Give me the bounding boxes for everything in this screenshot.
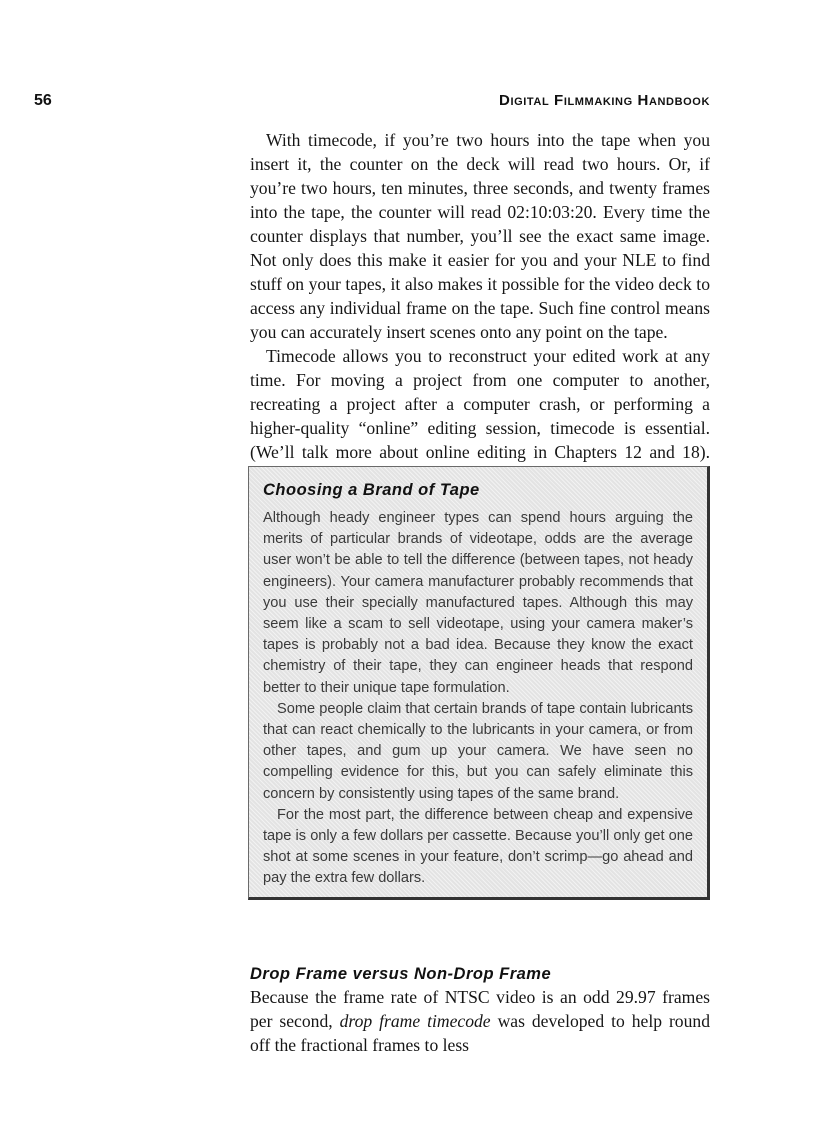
intro-paragraph: With timecode, if you’re two hours into the tape when you insert it, the counter on the deck will read two hours. Or, if you’re two hours, ten minutes, three seconds, and twenty frames into the tape, the counter will read 02:10:03:20. Every time the counter displays that number, you’ll see the exact same image. Not only does this make it easier for you and your NLE to find stuff on your tapes, it also makes it possible for the video deck to access any individual frame on the tape. Such fine control means you can accurately insert scenes onto any point on the tape. xyxy=(250,130,710,342)
section-heading: Drop Frame versus Non-Drop Frame xyxy=(250,965,552,983)
running-head: Digital Filmmaking Handbook xyxy=(499,92,710,109)
section-text-end: was developed to help round off the fractional frames to less xyxy=(250,1011,710,1055)
section-body xyxy=(250,985,710,1057)
sidebar-box xyxy=(248,466,710,900)
intro-paragraph: Timecode allows you to reconstruct your edited work at any time. For moving a project from one computer to another, recreating a project after a computer crash, or performing a higher-quality “online” editing session, timecode is essential. (We’ll talk more about online editing in Chapters 12 and 18). xyxy=(250,346,710,462)
intro-text xyxy=(250,128,710,488)
sidebar-paragraph: Some people claim that certain brands of tape contain lubricants that can react chemically to the lubricants in your camera, or from other tapes, and gum up your camera. We have seen no compelling evidence for this, but you can safely eliminate this concern by consistently using tapes of the same brand. xyxy=(263,700,693,802)
page-number: 56 xyxy=(34,92,52,109)
section-text-start: Because the frame rate of NTSC video is an odd 29.97 frames per second, xyxy=(250,987,710,1031)
sidebar-paragraph: For the most part, the difference between cheap and expensive tape is only a few dollars per cassette. Because you’ll only get one shot at some scenes in your feature, don’t scrimp—go ahead and pay the extra few dollars. xyxy=(263,806,693,887)
section-paragraph xyxy=(250,985,710,1057)
sidebar-paragraph: Although heady engineer types can spend hours arguing the merits of particular brands of videotape, odds are the average user won’t be able to tell the difference (between tapes, not heady engineers). Your camera manufacturer probably recommends that you use their specially manufactured tapes. Although this may seem like a scam to sell videotape, using your camera maker’s tapes is probably not a bad idea. Because they know the exact chemistry of their tape, they can engineer heads that respond better to their unique tape formulation. xyxy=(263,510,693,696)
drop-frame-term: drop frame timecode xyxy=(339,1011,491,1031)
sidebar-title: Choosing a Brand of Tape xyxy=(263,481,480,499)
